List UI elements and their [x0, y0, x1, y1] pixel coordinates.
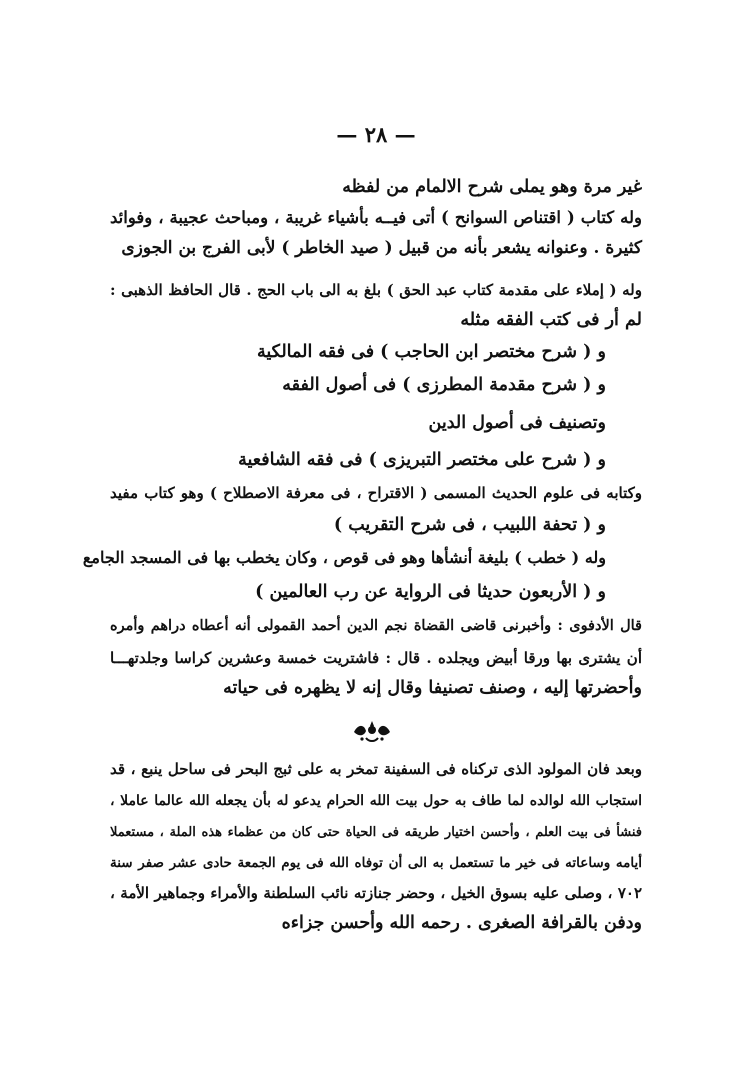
text-line: قال الأدفوى : وأخبرنى قاضى القضاة نجم الدين أحمد القمولى أنه أعطاه دراهم وأمره: [110, 617, 642, 634]
list-item: و ( شرح مقدمة المطرزى ) فى أصول الفقه: [282, 375, 606, 395]
text-line: كثيرة . وعنوانه يشعر بأنه من قبيل ( صيد الخاطر ) لأبى الفرج بن الجوزى: [121, 238, 642, 258]
text-line: استجاب الله لوالده لما طاف به حول بيت الله الحرام يدعو له بأن يجعله الله عالما عاملا ،: [110, 793, 642, 809]
floral-ornament-icon: [350, 718, 394, 744]
page-number: — ٢٨ —: [336, 122, 416, 147]
list-item: و ( الأربعون حديثا فى الرواية عن رب العالمين ): [255, 582, 606, 602]
text-line: أيامه وساعاته فى خير ما تستعمل به الى أن توفاه الله فى يوم الجمعة حادى عشر صفر سنة: [110, 855, 642, 871]
text-line: وأحضرتها إليه ، وصنف تصنيفا وقال إنه لا يظهره فى حياته: [223, 678, 642, 698]
text-line: غير مرة وهو يملى شرح الالمام من لفظه: [342, 177, 642, 197]
list-item: وكتابه فى علوم الحديث المسمى ( الاقتراح ، فى معرفة الاصطلاح ) وهو كتاب مفيد: [110, 484, 642, 502]
list-item: و ( شرح على مختصر التبريزى ) فى فقه الشافعية: [238, 450, 606, 470]
text-line: وله كتاب ( اقتناص السوانح ) أتى فيــه بأشياء غريبة ، ومباحث عجيبة ، وفوائد: [110, 208, 642, 227]
text-line: فنشأ فى بيت العلم ، وأحسن اختيار طريقه فى الحياة حتى كان من عظماء هذه الملة ، مستعملا: [110, 825, 642, 840]
list-item: و ( تحفة اللبيب ، فى شرح التقريب ): [333, 515, 606, 535]
text-line: وله ( إملاء على مقدمة كتاب عبد الحق ) بلغ به الى باب الحج . قال الحافظ الذهبى :: [110, 281, 642, 299]
text-line: ٧٠٢ ، وصلى عليه بسوق الخيل ، وحضر جنازته نائب السلطنة والأمراء وجماهير الأمة ،: [110, 884, 642, 902]
list-item: وتصنيف فى أصول الدين: [428, 413, 606, 433]
text-line: وبعد فان المولود الذى تركناه فى السفينة تمخر به على ثبج البحر فى ساحل ينبع ، قد: [110, 760, 642, 778]
list-item: وله ( خطب ) بليغة أنشأها وهو فى قوص ، وكان يخطب بها فى المسجد الجامع: [82, 548, 606, 567]
text-line: لم أر فى كتب الفقه مثله: [460, 310, 642, 330]
list-item: و ( شرح مختصر ابن الحاجب ) فى فقه المالكية: [257, 342, 606, 362]
text-line: ودفن بالقرافة الصغرى . رحمه الله وأحسن جزاءه: [281, 913, 642, 933]
text-line: أن يشترى بها ورقا أبيض ويجلده . قال : فاشتريت خمسة وعشرين كراسا وجلدتهـــا: [110, 649, 642, 667]
